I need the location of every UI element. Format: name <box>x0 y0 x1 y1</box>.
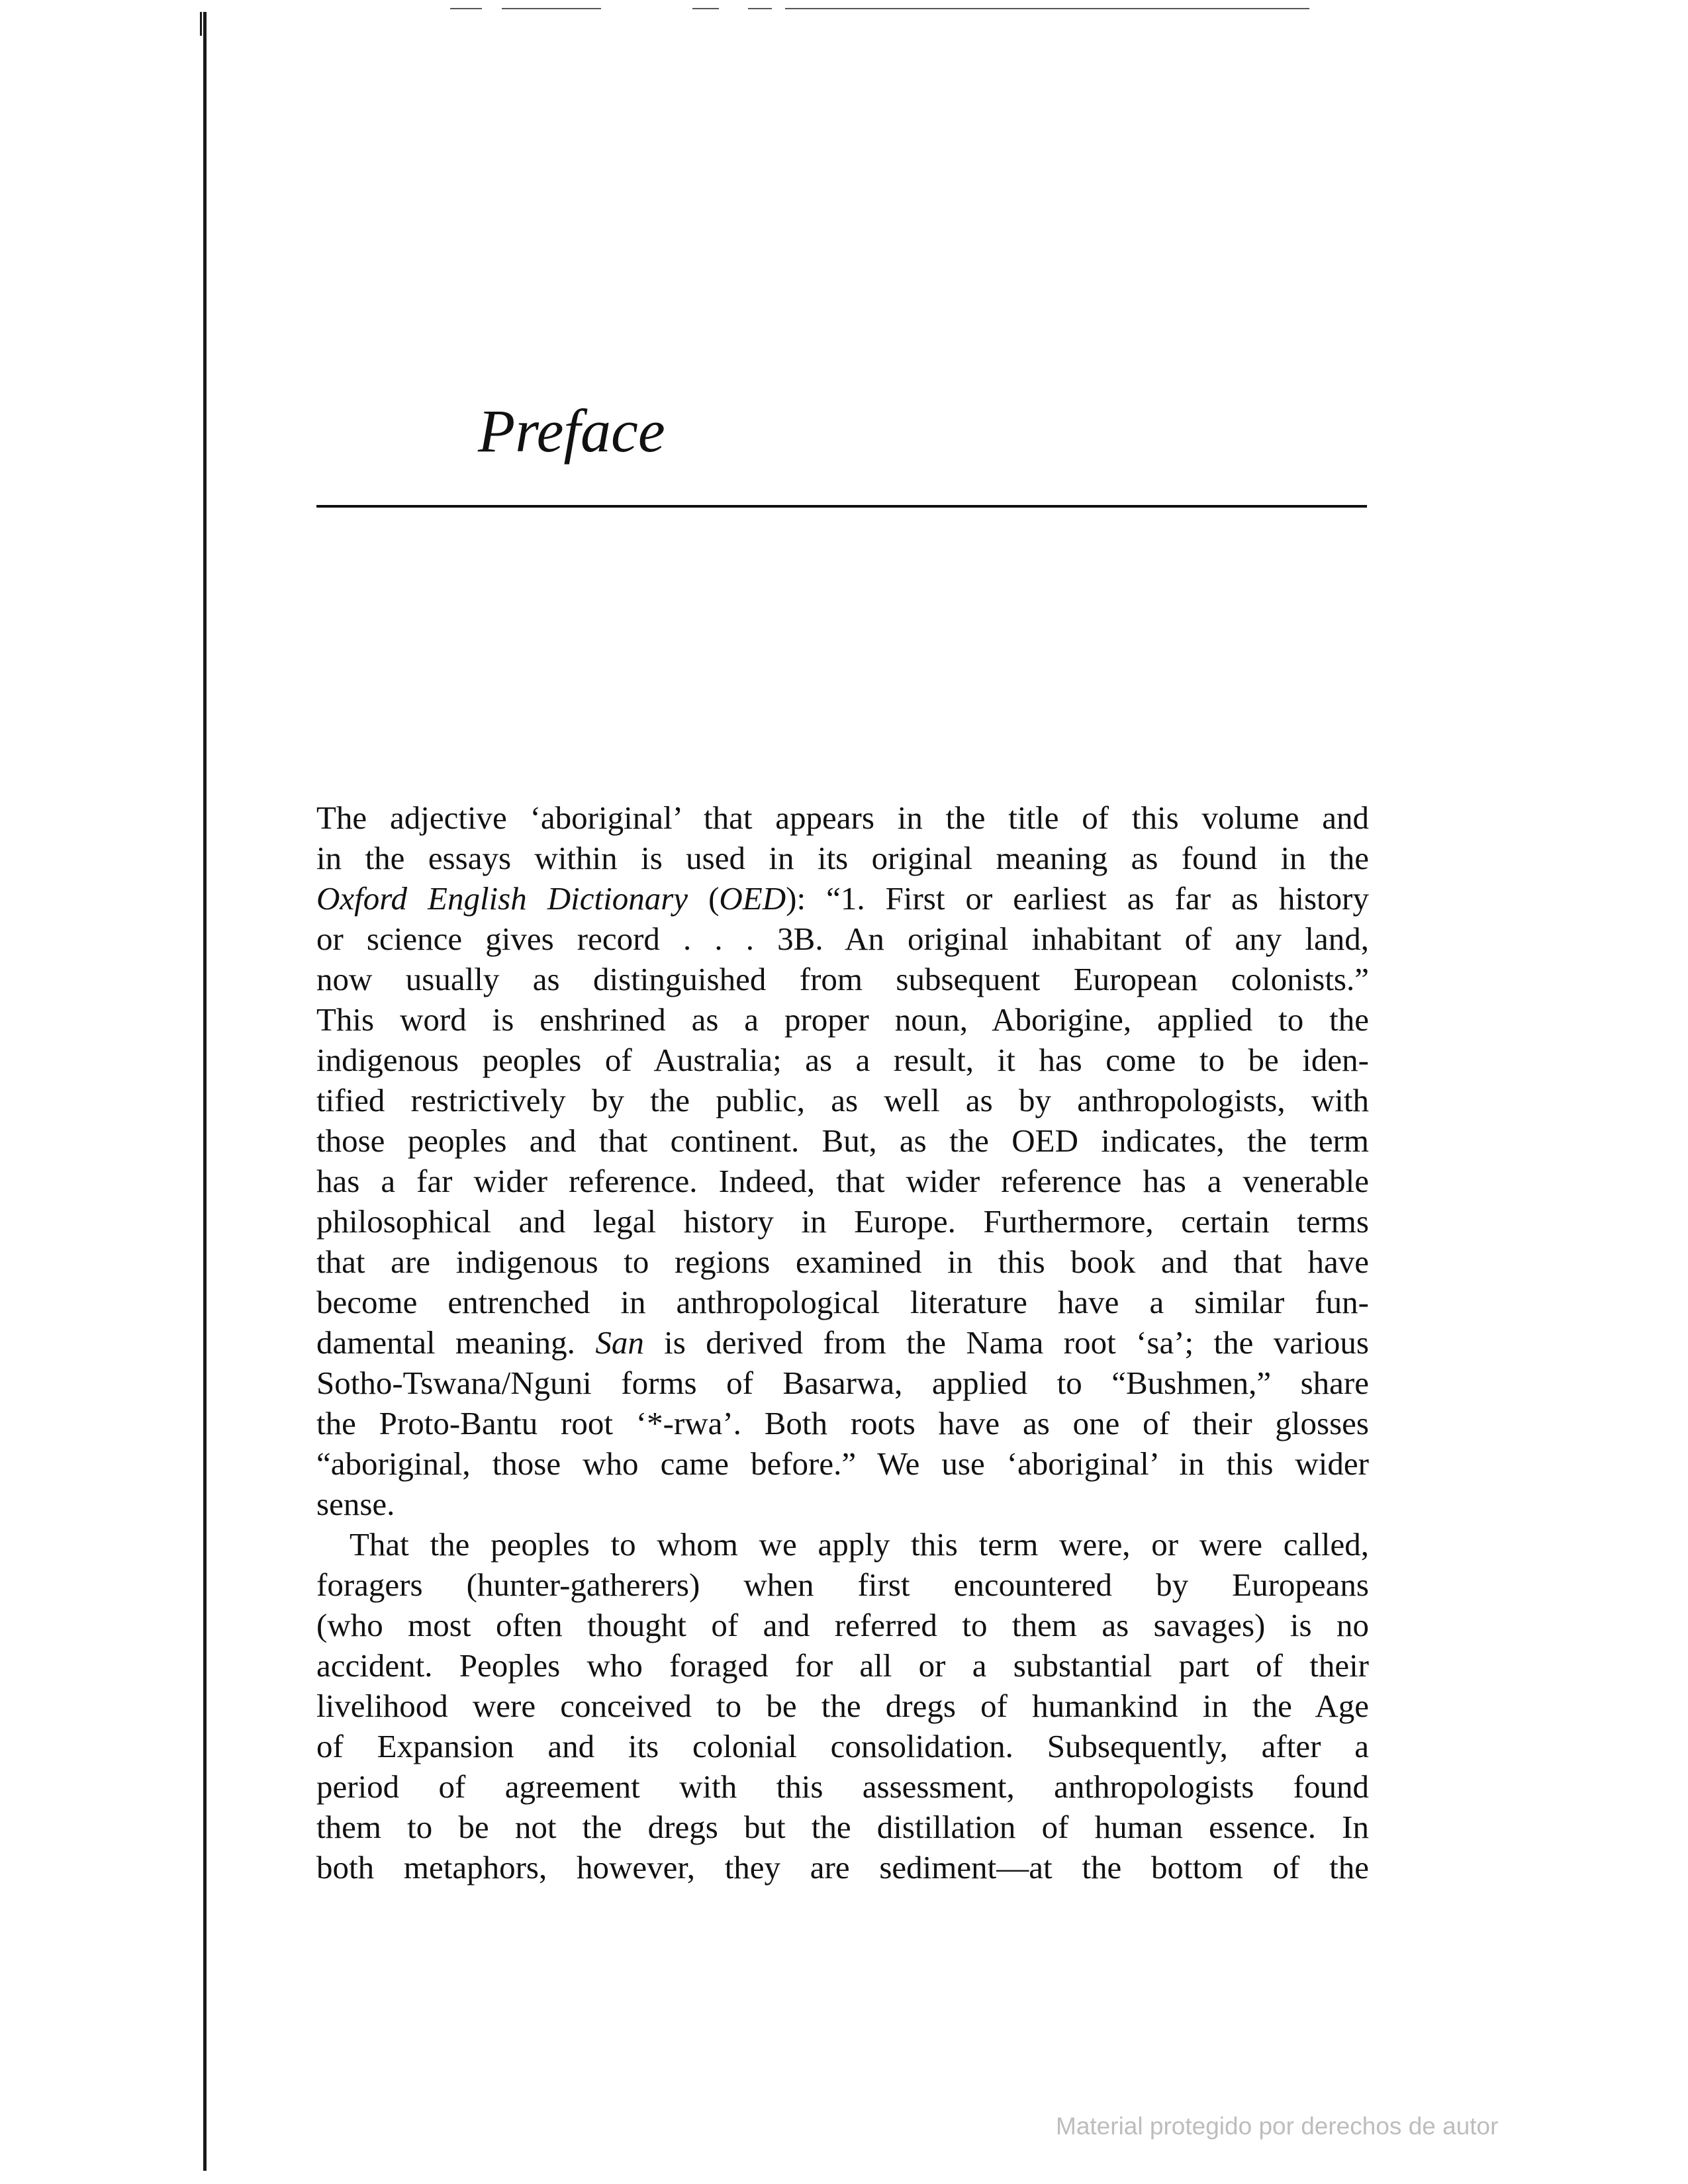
text-line: in the essays within is used in its original meaning as found in the <box>316 840 1369 876</box>
text-run: ): “1. First or earliest as far as history <box>786 880 1369 917</box>
paragraph <box>316 1524 1369 1888</box>
italic-text: San <box>595 1324 644 1361</box>
copyright-watermark: Material protegido por derechos de autor <box>1056 2113 1499 2140</box>
text-line: livelihood were conceived to be the dregs of humankind in the Age <box>316 1688 1369 1724</box>
text-line: period of agreement with this assessment, anthropologists found <box>316 1768 1369 1805</box>
text-line: tified restrictively by the public, as well as by anthropologists, with <box>316 1082 1369 1118</box>
page-title: Preface <box>478 397 665 465</box>
italic-text: OED <box>719 880 786 917</box>
text-line: has a far wider reference. Indeed, that wider reference has a venerable <box>316 1163 1369 1199</box>
scan-artifact-top <box>502 8 601 9</box>
scan-artifact-top <box>692 8 719 9</box>
text-line: This word is enshrined as a proper noun, Aborigine, applied to the <box>316 1001 1369 1038</box>
scan-gutter-line <box>203 12 207 2171</box>
text-line <box>316 878 1369 919</box>
text-run: ( <box>688 880 720 917</box>
preface-body <box>316 797 1369 1888</box>
text-line <box>316 1322 1369 1363</box>
text-line: of Expansion and its colonial consolidation. Subsequently, after a <box>316 1728 1369 1764</box>
text-line: become entrenched in anthropological literature have a similar fun- <box>316 1284 1369 1320</box>
text-run: is derived from the Nama root ‘sa’; the various <box>643 1324 1370 1361</box>
text-line: philosophical and legal history in Europe. Furthermore, certain terms <box>316 1203 1369 1240</box>
scan-gutter-tick <box>200 12 202 36</box>
text-line: or science gives record . . . 3B. An original inhabitant of any land, <box>316 921 1369 957</box>
text-line: them to be not the dregs but the distillation of human essence. In <box>316 1809 1369 1845</box>
text-line: That the peoples to whom we apply this term were, or were called, <box>350 1526 1369 1563</box>
text-line: indigenous peoples of Australia; as a result, it has come to be iden- <box>316 1042 1369 1078</box>
text-line: Sotho-Tswana/Nguni forms of Basarwa, applied to “Bushmen,” share <box>316 1365 1369 1401</box>
text-line: that are indigenous to regions examined in this book and that have <box>316 1244 1369 1280</box>
text-line: The adjective ‘aboriginal’ that appears in the title of this volume and <box>316 799 1369 836</box>
paragraph-container <box>316 797 1369 1888</box>
text-line: accident. Peoples who foraged for all or a substantial part of their <box>316 1647 1369 1684</box>
text-line: both metaphors, however, they are sediment—at the bottom of the <box>316 1849 1369 1886</box>
italic-text: Oxford English Dictionary <box>316 880 688 917</box>
text-line: sense. <box>316 1486 395 1522</box>
text-line: the Proto-Bantu root ‘*-rwa’. Both roots have as one of their glosses <box>316 1405 1369 1441</box>
text-line: foragers (hunter-gatherers) when first encountered by Europeans <box>316 1567 1369 1603</box>
text-line: those peoples and that continent. But, as the OED indicates, the term <box>316 1122 1369 1159</box>
text-line: “aboriginal, those who came before.” We use ‘aboriginal’ in this wider <box>316 1445 1369 1482</box>
text-line: now usually as distinguished from subsequent European colonists.” <box>316 961 1369 997</box>
scan-artifact-top <box>785 8 1309 9</box>
title-rule <box>316 505 1367 508</box>
text-line: (who most often thought of and referred to them as savages) is no <box>316 1607 1369 1643</box>
scan-artifact-top <box>450 8 482 9</box>
paragraph <box>316 797 1369 1524</box>
scan-artifact-top <box>748 8 772 9</box>
text-run: damental meaning. <box>316 1324 596 1361</box>
